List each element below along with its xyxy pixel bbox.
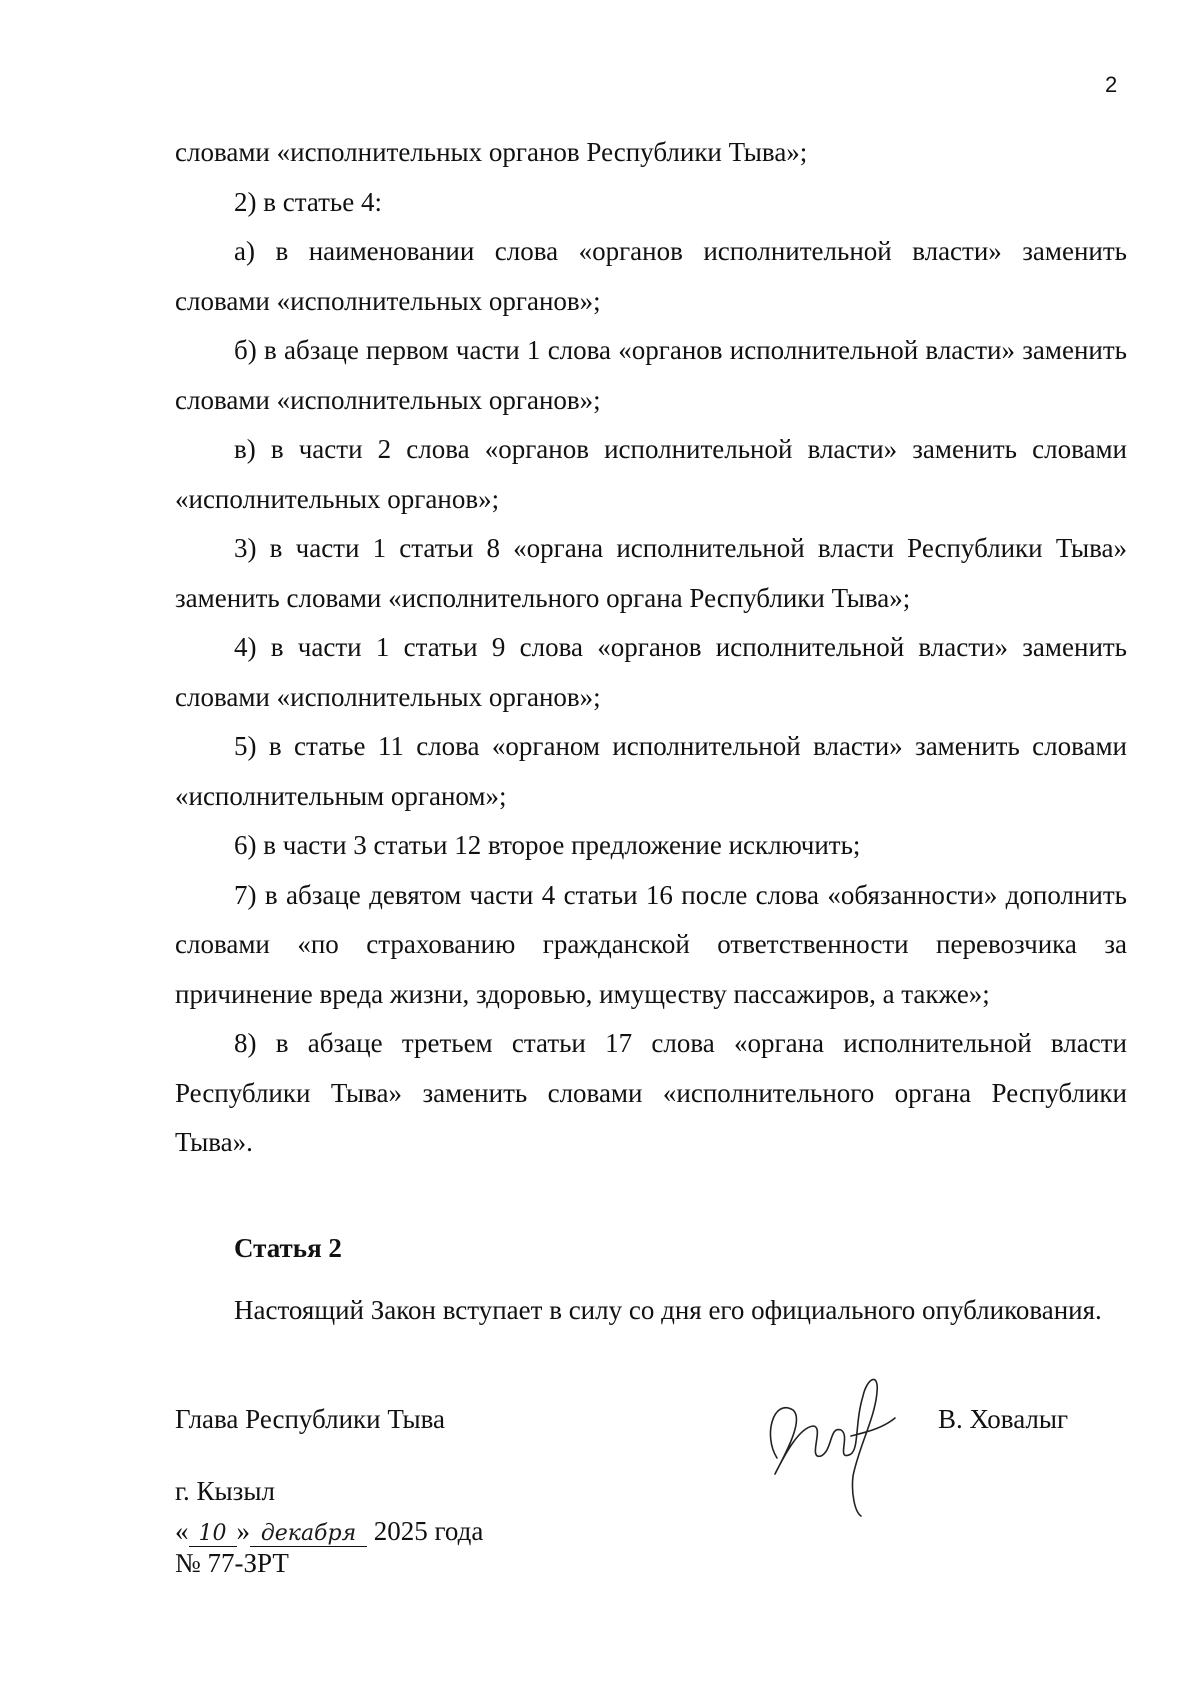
- amendment-paragraph: 4) в части 1 статьи 9 слова «органов исполнительной власти» заменить словами «исполнительных органов»;: [175, 632, 1127, 712]
- signer-name: В. Ховалыг: [938, 1404, 1069, 1434]
- amendment-paragraph: а) в наименовании слова «органов исполнительной власти» заменить словами «исполнительных органов»;: [175, 236, 1127, 316]
- date-close-quote: »: [236, 1516, 250, 1546]
- amendment-paragraph: 7) в абзаце девятом части 4 статьи 16 после слова «обязанности» дополнить словами «по страхованию гражданской ответственности перевозчика за причинение вреда жизни, здоровью, имуществу пассажиров, а также»;: [175, 879, 1127, 1009]
- amendments-list: [175, 128, 1127, 1168]
- amendment-paragraph: 2) в статье 4:: [234, 186, 382, 217]
- amendment-paragraph: 5) в статье 11 слова «органом исполнительной власти» заменить словами «исполнительным органом»;: [175, 731, 1127, 811]
- signer-title: Глава Республики Тыва: [175, 1404, 446, 1434]
- amendment-paragraph: в) в части 2 слова «органов исполнительной власти» заменить словами «исполнительных органов»;: [175, 434, 1127, 514]
- date-day: 10: [189, 1521, 237, 1547]
- amendment-paragraph: словами «исполнительных органов Республики Тыва»;: [175, 137, 808, 167]
- handwritten-signature: [755, 1366, 900, 1526]
- article-title: Статья 2: [234, 1233, 342, 1263]
- date-year: 2025 года: [373, 1516, 484, 1546]
- amendment-paragraph: 3) в части 1 статьи 8 «органа исполнительной власти Республики Тыва» заменить словами «исполнительного органа Республики Тыва»;: [175, 533, 1127, 613]
- article-body: Настоящий Закон вступает в силу со дня его официального опубликования.: [234, 1295, 1102, 1325]
- date-month: декабря: [250, 1521, 367, 1547]
- amendment-paragraph: 6) в части 3 статьи 12 второе предложение исключить;: [234, 830, 861, 860]
- page-number: 2: [1105, 72, 1118, 97]
- date-open-quote: «: [175, 1516, 189, 1546]
- signing-date: [175, 1516, 483, 1547]
- amendment-paragraph: 8) в абзаце третьем статьи 17 слова «органа исполнительной власти Республики Тыва» заменить словами «исполнительного органа Республики Тыва».: [175, 1028, 1127, 1157]
- city: г. Кызыл: [175, 1476, 275, 1506]
- amendment-paragraph: б) в абзаце первом части 1 слова «органов исполнительной власти» заменить словами «исполнительных органов»;: [175, 335, 1127, 415]
- law-number: № 77-ЗРТ: [175, 1548, 289, 1578]
